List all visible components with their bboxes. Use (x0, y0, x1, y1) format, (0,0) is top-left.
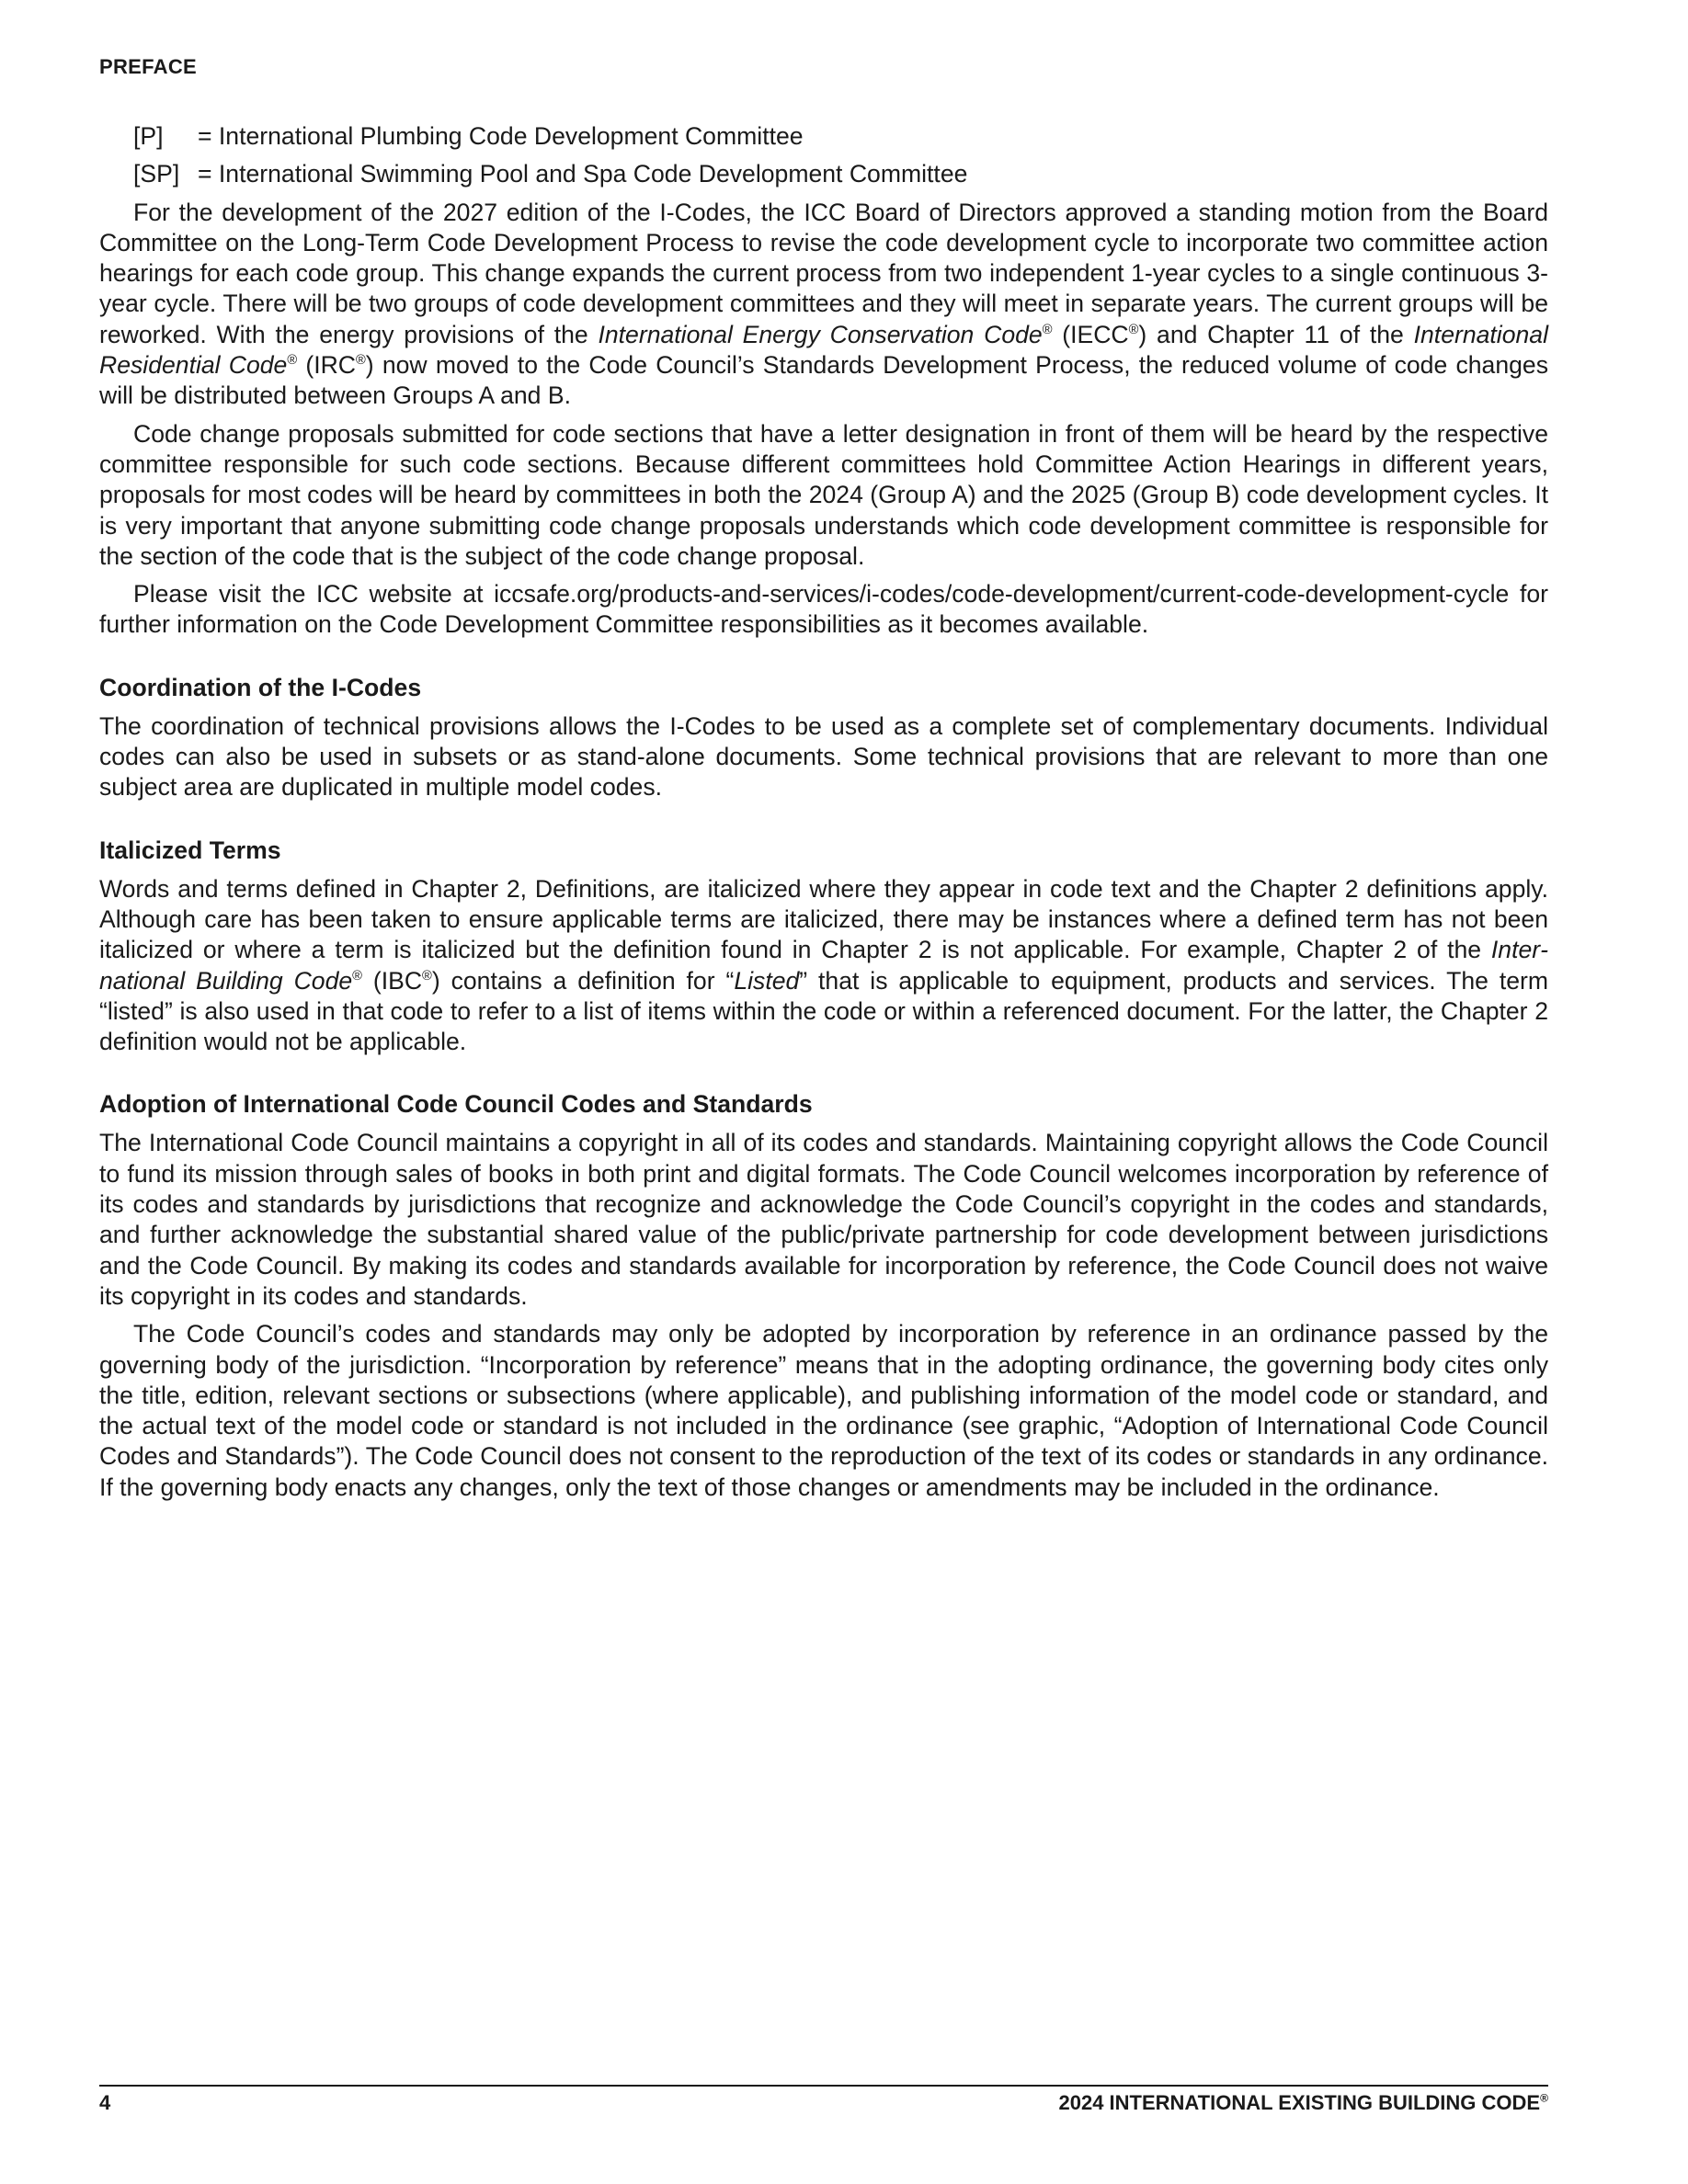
text-run: ) contains a definition for “ (431, 966, 735, 995)
irc-title: International Residential Code (99, 320, 1548, 380)
adoption-paragraph-2: The Code Council’s codes and standards may only be adopted by incorporation by reference in an ordinance passed by the governing body of the jurisdiction. “Incorporation by reference” means that in the adopting ordinance, the governing body cites only the title, edition, relevant sections or subsections (where applicable), and publishing information of the model code or standard, and the actual text of the model code or standard is not included in the ordinance (see graphic, “Adoption of International Code Council Codes and Standards”). The Code Council does not consent to the reproduction of the text of its codes or standards in any ordinance. If the governing body enacts any changes, only the text of those changes or amendments may be included in the ordinance. (99, 1320, 1548, 1501)
coordination-paragraph: The coordination of technical provisions allows the I-Codes to be used as a complete set of complementary documents. Individual codes can also be used in subsets or as stand-alone documents. Some technical provisions that are relevant to more than one subject area are duplicated in multiple model codes. (99, 711, 1548, 802)
committee-code: [SP] (133, 160, 180, 188)
text-run: (IBC (361, 966, 423, 995)
registered-mark: ® (1540, 2091, 1548, 2105)
registered-mark: ® (1128, 322, 1139, 337)
iecc-title: International Energy Conservation Code (598, 320, 1043, 348)
listed-term: Listed (734, 966, 800, 995)
adoption-paragraph-1: The International Code Council maintains a copyright in all of its codes and standards. Maintaining copyright allows the Code Council to fund its mission through sales of books in both print and digital formats. The Code Council welcomes incorporation by reference of its codes and standards by jurisdictions that recognize and acknowledge the Code Council’s copyright in the codes and standards, and further acknowledge the substantial shared value of the public/private partnership for code development between jurisdictions and the Code Council. By making its codes and standards available for incorporation by reference, the Code Council does not waive its copyright in its codes and standards. (99, 1129, 1548, 1310)
ibc-title: International Building Code (99, 936, 1548, 995)
italicized-paragraph (99, 874, 1548, 1058)
committee-code: [P] (133, 122, 164, 150)
intro-paragraph-3: Please visit the ICC website at iccsafe.org/products-and-services/i-codes/code-development/current-code-development-cycle for further information on the Code Development Committee responsibilities as it becomes available. (99, 580, 1548, 639)
text-run: For the development of the 2027 edition of the I-Codes, the ICC Board of Directors approved a standing motion from the Board Committee on the Long-Term Code Development Process to revise the code development cycle to incorporate two committee action hearings for each code group. This change expands the current process from two independent 1-year cycles to a single continuous 3-year cycle. There will be two groups of code development committees and they will meet in separate years. The current groups will be reworked. With the energy provisions of the (99, 198, 1548, 348)
page-content (99, 121, 1548, 1510)
section-italicized-terms (99, 836, 1548, 1058)
registered-mark: ® (356, 353, 366, 369)
section-heading: Adoption of International Code Council Codes and Standards (99, 1090, 813, 1119)
section-coordination (99, 673, 1548, 803)
text-run: ” that is applicable to equipment, products and services. The term “listed” is also used in that code to refer to a list of items within the code or within a referenced document. For the latter, the Chapter 2 definition would not be applicable. (99, 966, 1549, 1056)
footer-rule (99, 2085, 1548, 2087)
book-title (1058, 2091, 1548, 2115)
page-number: 4 (99, 2091, 111, 2114)
section-adoption (99, 1089, 1548, 1503)
committee-name: = International Swimming Pool and Spa Code Development Committee (198, 160, 968, 188)
committee-row (133, 159, 1548, 189)
intro-paragraph-1 (99, 198, 1548, 412)
committee-row (133, 121, 1548, 152)
page-footer (99, 2091, 1548, 2115)
text-run: ) and Chapter 11 of the (1138, 320, 1414, 348)
intro-paragraph-2: Code change proposals submitted for code sections that have a letter designation in front of them will be heard by the respective committee responsible for such code sections. Because different committees hold Committee Action Hearings in different years, proposals for most codes will be heard by committees in both the 2024 (Group A) and the 2025 (Group B) code development cycles. It is very important that anyone submitting code change proposals understands which code development committee is responsible for the section of the code that is the subject of the code change proposal. (99, 419, 1548, 570)
registered-mark: ® (287, 353, 298, 369)
committee-name: = International Plumbing Code Development Committee (198, 122, 804, 150)
section-heading: Coordination of the I-Codes (99, 673, 422, 701)
registered-mark: ® (422, 968, 432, 984)
text-run: (IRC (297, 351, 356, 380)
running-head: PREFACE (99, 55, 198, 78)
text-run: (IECC (1052, 320, 1129, 348)
section-heading: Italicized Terms (99, 836, 281, 864)
book-title-text: 2024 INTERNATIONAL EXISTING BUILDING CODE (1058, 2091, 1541, 2114)
text-run: Words and terms defined in Chapter 2, Definitions, are italicized where they appear in code text and the Chapter 2 definitions apply. Although care has been taken to ensure applicable terms are italicized, there may be instances where a defined term has not been italicized or where a term is italicized but the definition found in Chapter 2 is not applicable. For example, Chapter 2 of the (99, 874, 1548, 964)
registered-mark: ® (352, 968, 362, 984)
document-page (99, 0, 1548, 2184)
registered-mark: ® (1042, 322, 1053, 337)
text-run: ) now moved to the Code Council’s Standards Development Process, the reduced volume of code changes will be distributed between Groups A and B. (99, 351, 1549, 410)
